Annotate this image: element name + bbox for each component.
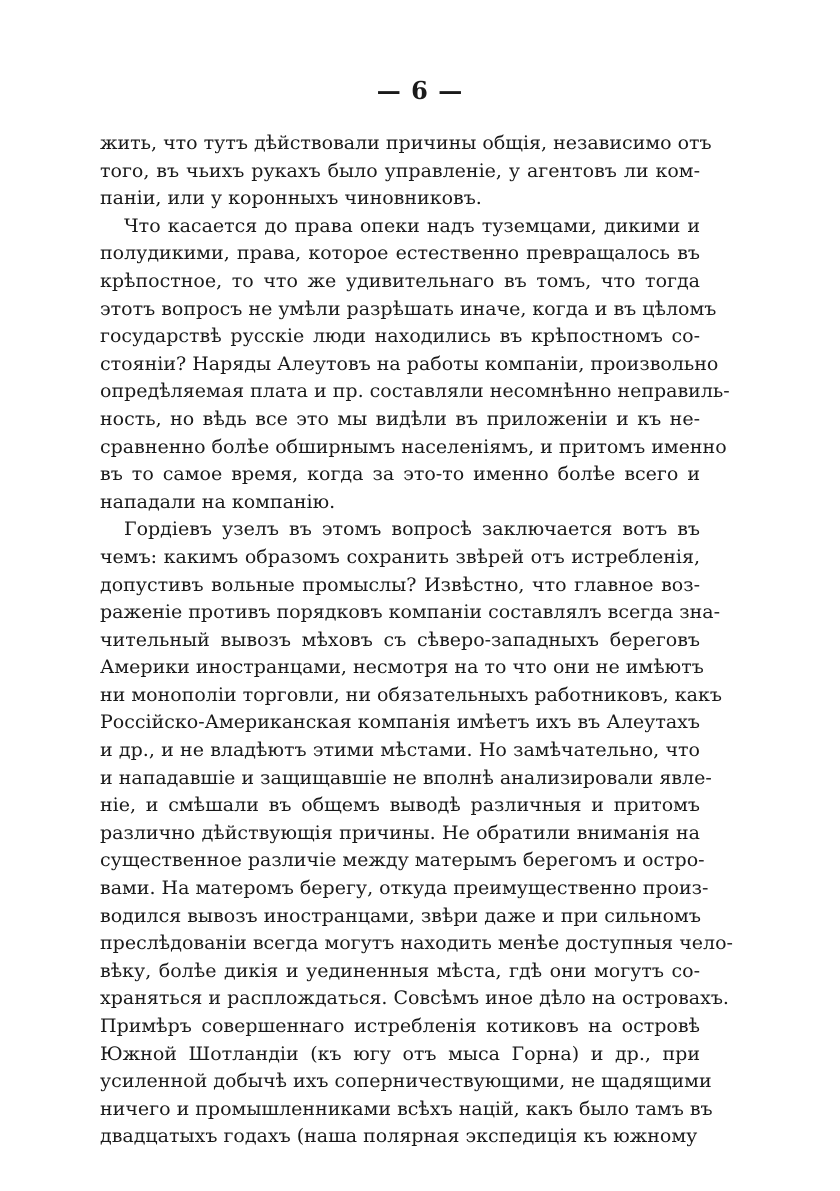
paragraph <box>100 516 733 1151</box>
text-line: и др., и не владѣютъ этими мѣстами. Но замѣчательно, что <box>100 739 700 762</box>
text-line: усиленной добычѣ ихъ соперничествующими, не щадящими <box>100 1070 712 1093</box>
text-line: и нападавшіе и защищавшіе не вполнѣ анализировали явле- <box>100 766 712 789</box>
text-line: храняться и расплождаться. Совсѣмъ иное дѣло на островахъ. <box>100 987 729 1010</box>
text-line: Гордіевъ узелъ въ этомъ вопросѣ заключается вотъ въ <box>124 518 700 541</box>
text-line: полудикими, права, которое естественно превращалось въ <box>100 242 700 265</box>
text-line: преслѣдованіи всегда могутъ находить менѣе доступныя чело- <box>100 932 733 955</box>
text-line: крѣпостное, то что же удивительнаго въ томъ, что тогда <box>100 269 700 292</box>
body-text <box>100 130 733 1151</box>
text-line: вами. На матеромъ берегу, откуда преимущественно произ- <box>100 877 709 900</box>
text-line: допустивъ вольные промыслы? Извѣстно, что главное воз- <box>100 573 700 596</box>
text-line: государствѣ русскіе люди находились въ крѣпостномъ со- <box>100 325 700 348</box>
text-line: того, въ чьихъ рукахъ было управленіе, у агентовъ ли ком- <box>100 159 700 182</box>
paragraph <box>100 213 730 517</box>
text-line: ни монополіи торговли, ни обязательныхъ работниковъ, какъ <box>100 683 722 706</box>
text-line: Америки иностранцами, несмотря на то что они не имѣютъ <box>100 656 704 679</box>
text-line: водился вывозъ иностранцами, звѣри даже и при сильномъ <box>100 904 701 927</box>
text-line: Россійско-Американская компанія имѣетъ ихъ въ Алеутахъ <box>100 711 700 734</box>
paragraph <box>100 130 712 213</box>
text-line: ніе, и смѣшали въ общемъ выводѣ различныя и притомъ <box>100 794 700 817</box>
text-line: чительный вывозъ мѣховъ съ сѣверо-западныхъ береговъ <box>100 628 700 651</box>
text-line: въ то самое время, когда за это-то именно болѣе всего и <box>100 463 700 486</box>
text-line: сравненно болѣе обширнымъ населеніямъ, и притомъ именно <box>100 435 727 458</box>
text-line: жить, что тутъ дѣйствовали причины общія, независимо отъ <box>100 132 712 154</box>
text-line: двадцатыхъ годахъ (наша полярная экспедиція къ южному <box>100 1125 698 1148</box>
text-line: различно дѣйствующія причины. Не обратили вниманія на <box>100 821 700 844</box>
text-line: нападали на компанію. <box>100 490 336 513</box>
page-number: — 6 — <box>376 76 464 105</box>
text-line: раженіе противъ порядковъ компаніи составлялъ всегда зна- <box>100 601 721 624</box>
text-line: вѣку, болѣе дикія и уединенныя мѣста, гдѣ они могутъ со- <box>100 959 700 982</box>
text-line: ность, но вѣдь все это мы видѣли въ приложеніи и къ не- <box>100 407 700 430</box>
text-line: Южной Шотландіи (къ югу отъ мыса Горна) и др., при <box>100 1042 700 1065</box>
text-line: существенное различіе между матерымъ берегомъ и остро- <box>100 849 705 872</box>
text-line: Примѣръ совершеннаго истребленія котиковъ на островѣ <box>100 1015 700 1037</box>
text-line: чемъ: какимъ образомъ сохранить звѣрей отъ истребленія, <box>100 545 700 568</box>
text-line: паніи, или у коронныхъ чиновниковъ. <box>100 187 482 210</box>
text-line: Что касается до права опеки надъ туземцами, дикими и <box>124 214 700 237</box>
text-line: стояніи? Наряды Алеутовъ на работы компаніи, произвольно <box>100 352 719 375</box>
text-line: опредѣляемая плата и пр. составляли несомнѣнно неправиль- <box>100 380 730 403</box>
text-line: этотъ вопросъ не умѣли разрѣшать иначе, когда и въ цѣломъ <box>100 297 717 320</box>
text-line: ничего и промышленниками всѣхъ націй, какъ было тамъ въ <box>100 1097 713 1120</box>
